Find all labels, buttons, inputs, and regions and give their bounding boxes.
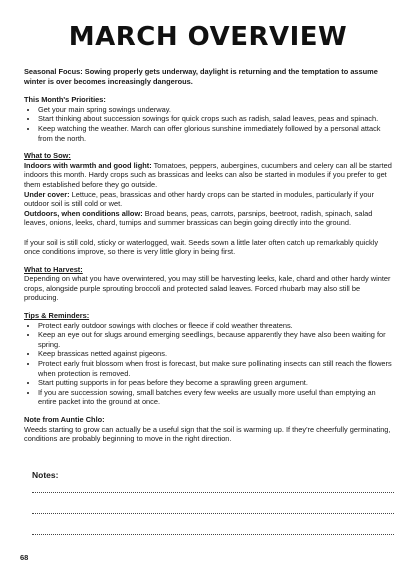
priorities-list — [24, 105, 394, 143]
list-item: • Keep an eye out for slugs around emerging seedlings, because apparently they have also been waiting for spring. — [38, 330, 394, 349]
page-number: 68 — [20, 553, 29, 562]
auntie-note-text: Weeds starting to grow can actually be a useful sign that the soil is warming up. If they're cheerfully germinating, conditions are probably beginning to move in the right direction. — [24, 424, 391, 444]
indoors-paragraph — [24, 161, 394, 190]
outdoors-paragraph — [24, 209, 394, 228]
cover-label: Under cover: — [24, 189, 70, 199]
what-to-sow-section — [24, 151, 394, 257]
list-item: • Get your main spring sowings underway. — [38, 105, 394, 115]
cover-paragraph — [24, 190, 394, 209]
seasonal-focus: Seasonal Focus: Sowing properly gets underway, daylight is returning and the temptation to assume winter is over becomes increasingly dangerous. — [24, 67, 378, 86]
list-item: • Start thinking about succession sowings for quick crops such as radish, salad leaves, peas and spinach. — [38, 114, 394, 124]
cover-text: Lettuce, peas, brassicas and other hardy crops can be started in modules, particularly if your outdoor soil is still cold or wet. — [24, 189, 374, 209]
list-item: • Keep watching the weather. March can offer glorious sunshine immediately followed by a personal attack from the north. — [38, 124, 394, 143]
outdoors-label: Outdoors, when conditions allow: — [24, 208, 143, 218]
note-line[interactable] — [32, 492, 394, 493]
what-to-sow-heading: What to Sow: — [24, 151, 71, 161]
notes-label: Notes: — [32, 470, 59, 480]
auntie-note-section — [24, 415, 394, 444]
list-item: • Keep brassicas netted against pigeons. — [38, 349, 394, 359]
indoors-label: Indoors with warmth and good light: — [24, 160, 152, 170]
what-to-harvest-section — [24, 265, 394, 303]
indoors-text: Tomatoes, peppers, aubergines, cucumbers and celery can all be started indoors this month. Hardy crops such as brassicas and leeks can also be started in modules if you prefer to get them established before they go outside. — [24, 160, 392, 189]
list-item: • Protect early outdoor sowings with cloches or fleece if cold weather threatens. — [38, 321, 394, 331]
note-line[interactable] — [32, 534, 394, 535]
priorities-heading: This Month's Priorities: — [24, 95, 106, 105]
auntie-note-heading: Note from Auntie Chlo: — [24, 415, 105, 424]
list-item: • If you are succession sowing, small batches every few weeks are usually more useful than emptying an entire packet into the ground at once. — [38, 388, 394, 407]
note-line[interactable] — [32, 513, 394, 514]
list-item: • Start putting supports in for peas before they become a sprawling green argument. — [38, 378, 394, 388]
outdoors-text: Broad beans, peas, carrots, parsnips, beetroot, radish, spinach, salad leaves, onions, leeks, chard, turnips and summer brassicas can begin going directly into the ground. — [24, 208, 373, 228]
tips-list — [24, 321, 394, 407]
tips-heading: Tips & Reminders: — [24, 311, 90, 321]
content — [24, 67, 394, 444]
page-title: MARCH OVERVIEW — [68, 22, 348, 52]
soil-note: If your soil is still cold, sticky or waterlogged, wait. Seeds sown a little later often catch up remarkably quickly once conditions improve, so there is very little glory in being first. — [24, 237, 379, 257]
priorities-section — [24, 95, 394, 143]
list-item: • Protect early fruit blossom when frost is forecast, but make sure pollinating insects can still reach the flowers when protection is removed. — [38, 359, 394, 378]
harvest-text: Depending on what you have overwintered, you may still be harvesting leeks, kale, chard and other hardy winter crops, alongside purple sprouting broccoli and protected salad leaves. Forced rhubarb may also still be producing. — [24, 274, 391, 303]
tips-section — [24, 311, 394, 407]
what-to-harvest-heading: What to Harvest: — [24, 264, 83, 274]
